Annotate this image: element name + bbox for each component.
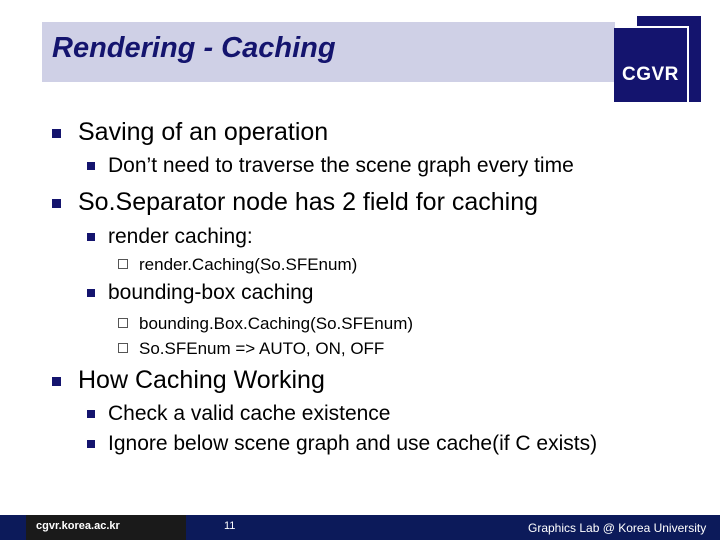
bullet-square-icon <box>87 162 95 170</box>
bullet-box-icon <box>118 259 128 269</box>
bullet-square-icon <box>87 233 95 241</box>
bullet-l2-render-caching: render caching: <box>108 225 253 248</box>
bullet-square-icon <box>52 377 61 386</box>
bullet-square-icon <box>87 410 95 418</box>
bullet-l2-check-cache: Check a valid cache existence <box>108 402 391 425</box>
logo-divider-horizontal <box>637 26 689 28</box>
bullet-square-icon <box>87 440 95 448</box>
bullet-l1-saving: Saving of an operation <box>78 118 329 146</box>
bullet-l3-sfenum-values: So.SFEnum => AUTO, ON, OFF <box>139 339 385 358</box>
bullet-l3-render-caching-field: render.Caching(So.SFEnum) <box>139 255 358 274</box>
page-title: Rendering - Caching <box>52 32 336 64</box>
bullet-square-icon <box>52 199 61 208</box>
bullet-l3-bounding-box-field: bounding.Box.Caching(So.SFEnum) <box>139 314 414 333</box>
bullet-square-icon <box>52 129 61 138</box>
bullet-l2-traverse: Don’t need to traverse the scene graph every time <box>108 154 574 177</box>
bullet-l2-ignore-below: Ignore below scene graph and use cache(if C exists) <box>108 432 598 455</box>
footer-lab: Graphics Lab @ Korea University <box>528 521 707 535</box>
footer-site: cgvr.korea.ac.kr <box>36 520 120 532</box>
bullet-square-icon <box>87 289 95 297</box>
logo-divider-vertical <box>687 28 689 102</box>
bullet-l1-separator: So.Separator node has 2 field for caching <box>78 188 539 216</box>
bullet-l1-how-caching: How Caching Working <box>78 366 325 394</box>
bullet-box-icon <box>118 343 128 353</box>
logo-text: CGVR <box>622 64 679 85</box>
page-number: 11 <box>224 520 236 532</box>
bullet-box-icon <box>118 318 128 328</box>
bullet-l2-bounding-box-caching: bounding-box caching <box>108 281 314 304</box>
